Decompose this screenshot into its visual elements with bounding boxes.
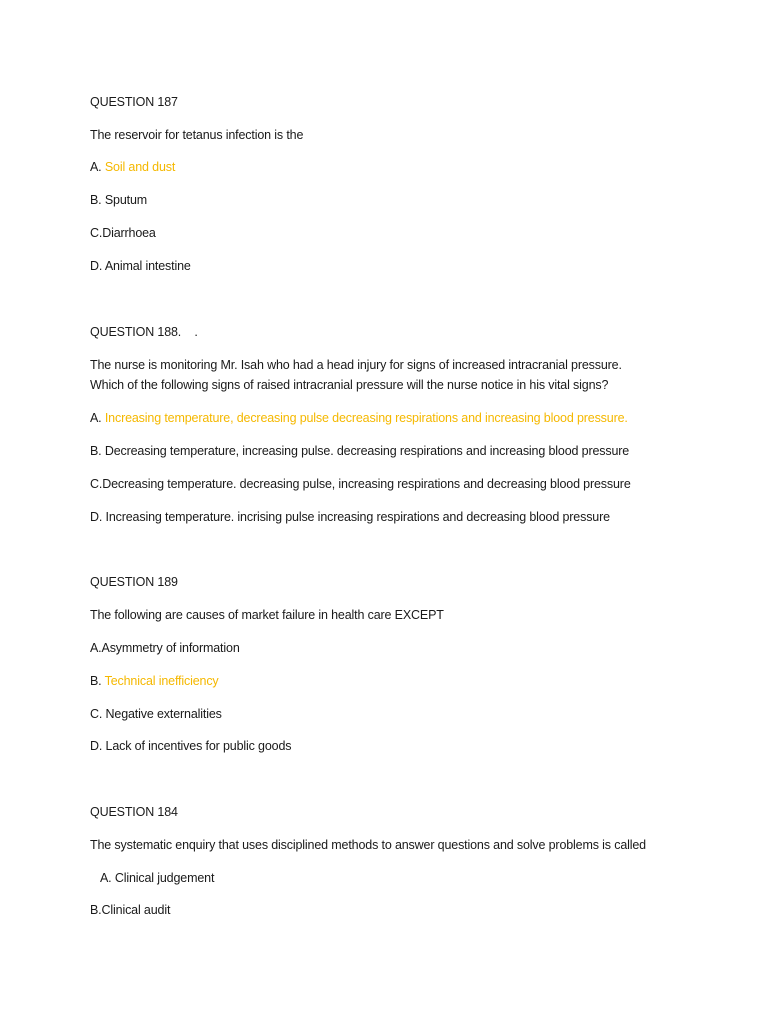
question-heading: QUESTION 188. . [90,325,198,339]
question-stem-line-1: The nurse is monitoring Mr. Isah who had a head injury for signs of increased intracranial pressure. [90,358,622,372]
highlighted-answer: Soil and dust [104,160,176,174]
question-stem-line-2: Which of the following signs of raised intracranial pressure will the nurse notice in his vital signs? [90,378,609,392]
option-b: B. Decreasing temperature, increasing pulse. decreasing respirations and increasing blood pressure [90,444,630,458]
option-c: C.Diarrhoea [90,226,156,240]
question-stem: The reservoir for tetanus infection is the [90,128,304,142]
option-a-correct [90,408,628,428]
option-prefix: B. [90,674,102,688]
option-b: B. Sputum [90,193,148,207]
option-a: A. Clinical judgement [100,871,215,885]
question-heading: QUESTION 187 [90,95,178,109]
option-d: D. Increasing temperature. incrising pulse increasing respirations and decreasing blood pressure [90,510,610,524]
question-stem: The systematic enquiry that uses disciplined methods to answer questions and solve problems is called [90,838,646,852]
option-d: D. Lack of incentives for public goods [90,739,292,753]
option-prefix: A. [90,160,102,174]
option-d: D. Animal intestine [90,259,191,273]
option-a: A.Asymmetry of information [90,641,240,655]
option-b: B.Clinical audit [90,903,171,917]
highlighted-answer: Increasing temperature, decreasing pulse decreasing respirations and increasing blood pressure. [104,411,628,425]
option-b-correct [90,671,219,691]
question-stem: The following are causes of market failure in health care EXCEPT [90,608,444,622]
option-prefix: A. [90,411,102,425]
question-heading: QUESTION 189 [90,575,178,589]
option-a-correct [90,157,175,177]
question-heading: QUESTION 184 [90,805,178,819]
option-c: C.Decreasing temperature. decreasing pulse, increasing respirations and decreasing blood pressure [90,477,631,491]
highlighted-answer: Technical inefficiency [104,674,219,688]
option-c: C. Negative externalities [90,707,222,721]
